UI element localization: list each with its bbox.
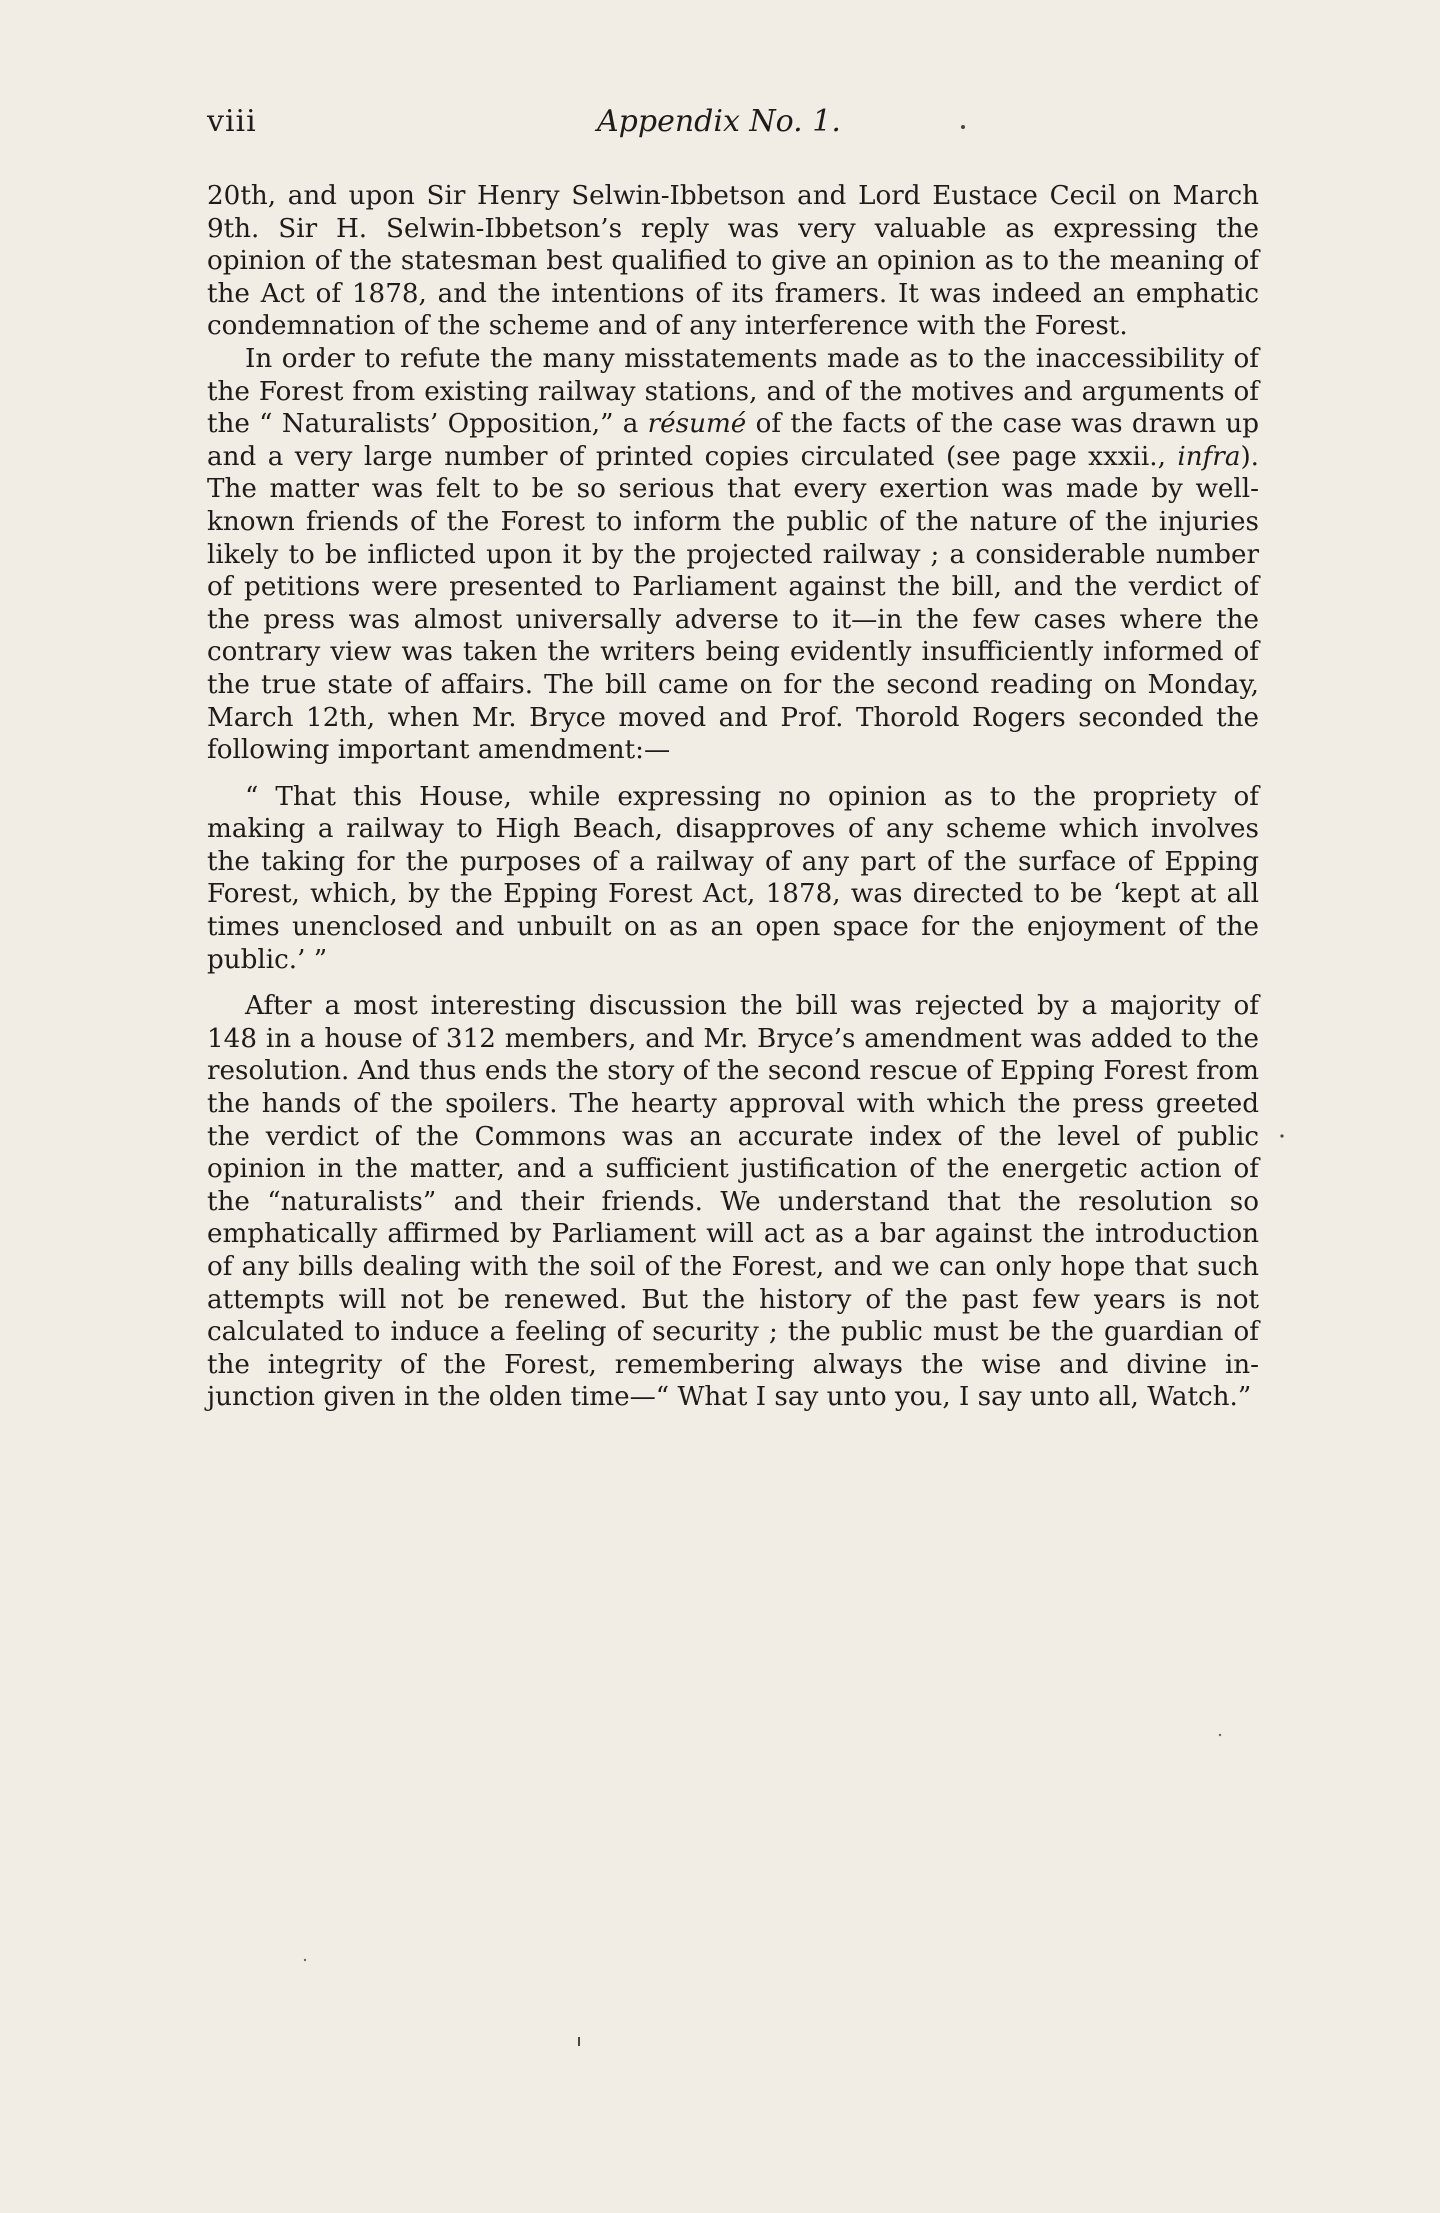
page-number: viii bbox=[207, 104, 257, 139]
paragraph-4: After a most interesting discussion the bill was rejected by a majority of 148 in a house of 312 members, and Mr. Bryce’s amendment was added to the resolution. And thus ends the story of the second rescue of Epping Forest from the hands of the spoilers. The hearty approval with which the press greeted the verdict of the Commons was an accurate index of the level of public opinion in the matter, and a sufficient justification of the energetic action of the “naturalists” and their friends. We understand that the resolution so emphatically affirmed by Parliament will act as a bar against the introduction of any bills dealing with the soil of the Forest, and we can only hope that such attempts will not be renewed. But the history of the past few years is not calculated to induce a feeling of security ; the public must be the guardian of the integrity of the Forest, remembering always the wise and divine in-junction given in the olden time—“ What I say unto you, I say unto all, Watch.” bbox=[207, 991, 1259, 1413]
running-title: Appendix No. 1. bbox=[597, 104, 841, 139]
paragraph-2-part-a: In order to refute the many misstatements made as to the inaccessibility of the Forest from existing railway stations, and of the motives and arguments of the “ Naturalists’ Opposition,” a bbox=[207, 343, 1259, 440]
paragraph-2-part-c: ). The matter was felt to be so serious that every exertion was made by well-known friends of the Forest to inform the public of the nature of the injuries likely to be inflicted upon it by the projected railway ; a considerable number of petitions were presented to Parliament against the bill, and the verdict of the press was almost universally adverse to it—in the few cases where the contrary view was taken the writers being evidently insufficiently informed of the true state of affairs. The bill came on for the second reading on Monday, March 12th, when Mr. Bryce moved and Prof. Thorold Rogers seconded the following important amendment:— bbox=[207, 441, 1259, 766]
amendment-quote: “ That this House, while expressing no opinion as to the propriety of making a railway to High Beach, disapproves of any scheme which involves the taking for the purposes of a railway of any part of the surface of Epping Forest, which, by the Epping Forest Act, 1878, was directed to be ‘kept at all times unenclosed and unbuilt on as an open space for the enjoyment of the public.’ ” bbox=[207, 781, 1259, 975]
paragraph-2-part-b: of the facts of the case was drawn up and a very large number of printed copies circulated (see page xxxii., bbox=[207, 409, 1259, 472]
resume-italic: résumé bbox=[647, 409, 747, 440]
paragraph-1: 20th, and upon Sir Henry Selwin-Ibbetson and Lord Eustace Cecil on March 9th. Sir H. Selwin-Ibbetson’s reply was very valuable as expressing the opinion of the statesman best qualified to give an opinion as to the meaning of the Act of 1878, and the intentions of its framers. It was indeed an emphatic condemnation of the scheme and of any interference with the Forest. bbox=[207, 181, 1259, 342]
infra-italic: infra bbox=[1177, 441, 1241, 472]
